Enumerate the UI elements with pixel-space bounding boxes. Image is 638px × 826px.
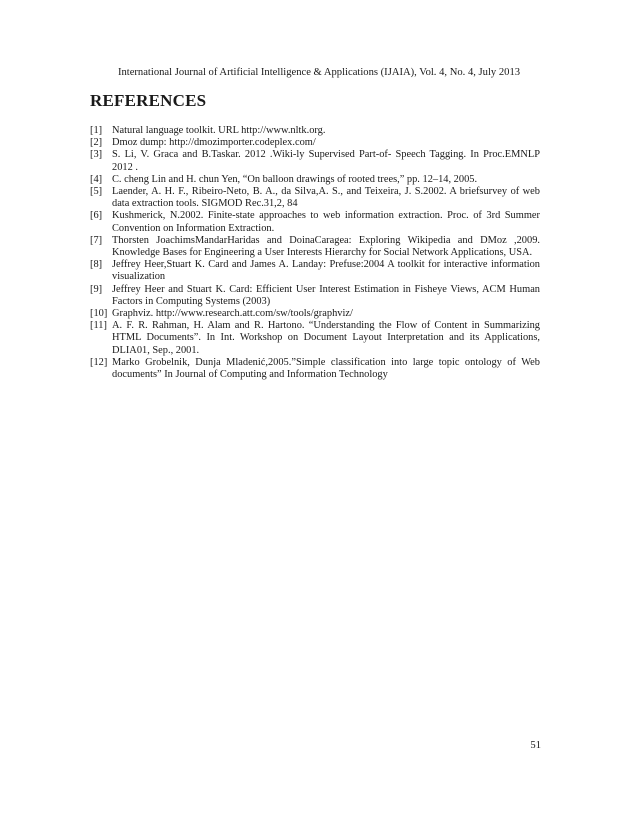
reference-number: [10] [90, 308, 108, 320]
reference-item [90, 186, 540, 210]
reference-text: C. cheng Lin and H. chun Yen, “On balloon drawings of rooted trees,” pp. 12–14, 2005. [112, 173, 478, 185]
reference-number: [8] [90, 259, 103, 271]
reference-item [90, 125, 540, 137]
page-number: 51 [530, 740, 541, 751]
reference-text: A. F. R. Rahman, H. Alam and R. Hartono. “Understanding the Flow of Content in Summarizing HTML Documents”. In Int. Workshop on Document Layout Interpretation and its Applications, DLIA01, Sep., 2001. [112, 320, 540, 356]
reference-number: [11] [90, 320, 107, 332]
reference-text: Marko Grobelnik, Dunja Mladenić,2005.”Simple classification into large topic ontology of Web documents” In Journal of Computing and Information Technology [112, 356, 540, 381]
reference-number: [9] [90, 283, 103, 295]
reference-text: Natural language toolkit. URL http://www.nltk.org. [112, 125, 326, 136]
reference-item [90, 174, 540, 186]
reference-text: Jeffrey Heer and Stuart K. Card: Efficient User Interest Estimation in Fisheye Views, ACM Human Factors in Computing Systems (2003) [112, 283, 540, 307]
reference-item [90, 357, 540, 381]
reference-number: [12] [90, 356, 108, 368]
reference-item [90, 235, 540, 259]
reference-text: Kushmerick, N.2002. Finite-state approaches to web information extraction. Proc. of 3rd Summer Convention on Information Extraction. [112, 210, 540, 234]
reference-text: Jeffrey Heer,Stuart K. Card and James A. Landay: Prefuse:2004 A toolkit for interactive information visualization [112, 259, 540, 283]
reference-number: [6] [90, 210, 103, 222]
reference-item [90, 259, 540, 283]
reference-text: Graphviz. http://www.research.att.com/sw/tools/graphviz/ [112, 308, 353, 320]
reference-number: [2] [90, 137, 103, 149]
reference-item [90, 137, 540, 149]
reference-item [90, 149, 540, 173]
reference-item [90, 320, 540, 357]
reference-text: S. Li, V. Graca and B.Taskar. 2012 .Wiki-ly Supervised Part-of- Speech Tagging. In Proc.EMNLP 2012 . [112, 149, 540, 173]
reference-item [90, 284, 540, 308]
reference-number: [3] [90, 149, 103, 161]
reference-item [90, 308, 540, 320]
reference-number: [7] [90, 234, 103, 246]
reference-number: [4] [90, 173, 103, 185]
reference-text: Thorsten JoachimsMandarHaridas and DoinaCaragea: Exploring Wikipedia and DMoz ,2009. Knowledge Bases for Engineering a User Interests Hierarchy for Social Network Applications, USA. [112, 234, 540, 259]
reference-list [90, 125, 540, 381]
reference-number: [1] [90, 125, 103, 136]
section-title: REFERENCES [90, 91, 207, 110]
reference-text: Laender, A. H. F., Ribeiro-Neto, B. A., da Silva,A. S., and Teixeira, J. S.2002. A briefsurvey of web data extraction tools. SIGMOD Rec.31,2, 84 [112, 186, 540, 210]
running-header: International Journal of Artificial Intelligence & Applications (IJAIA), Vol. 4, No. 4, July 2013 [117, 67, 521, 78]
reference-item [90, 210, 540, 234]
reference-number: [5] [90, 186, 103, 198]
reference-text: Dmoz dump: http://dmozimporter.codeplex.com/ [112, 137, 316, 149]
